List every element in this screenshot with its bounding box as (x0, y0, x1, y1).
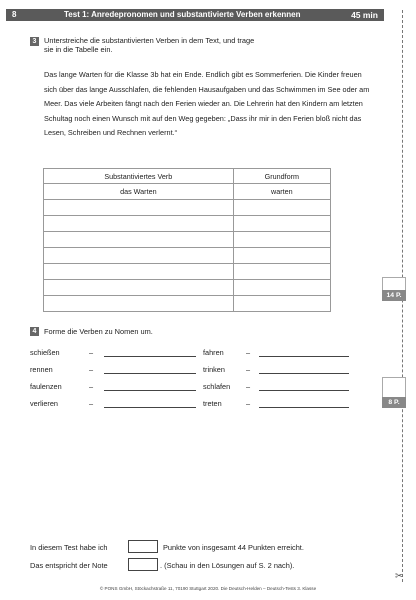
table-cell: das Warten (44, 184, 234, 200)
table-cell[interactable] (233, 200, 330, 216)
table-row (44, 184, 331, 200)
task-3-points: 14 P. (382, 290, 406, 301)
task-4-number: 4 (30, 327, 39, 336)
task-4-instruction: Forme die Verben zu Nomen um. (44, 327, 153, 336)
table-cell[interactable] (233, 264, 330, 280)
verb-left: schießen (30, 348, 60, 357)
verb-left: rennen (30, 365, 53, 374)
dash: – (89, 382, 94, 391)
verb-right: schlafen (203, 382, 231, 391)
table-row (44, 264, 331, 280)
table-cell[interactable] (233, 280, 330, 296)
verb-right: fahren (203, 348, 224, 357)
answer-line[interactable] (104, 407, 196, 408)
dash: – (89, 348, 94, 357)
answer-line[interactable] (104, 356, 196, 357)
points-input-box[interactable] (128, 540, 158, 553)
table-cell[interactable] (44, 216, 234, 232)
header-bar (6, 9, 384, 21)
table-cell[interactable] (44, 200, 234, 216)
answer-line[interactable] (259, 356, 349, 357)
grade-input-box[interactable] (128, 558, 158, 571)
task-4-points-box[interactable] (382, 377, 406, 397)
table-header-row (44, 169, 331, 184)
answer-line[interactable] (259, 390, 349, 391)
answer-line[interactable] (259, 373, 349, 374)
table-cell[interactable] (44, 296, 234, 312)
table-row (44, 216, 331, 232)
table-row (44, 248, 331, 264)
dash: – (246, 365, 251, 374)
summary-line1-before: In diesem Test habe ich (30, 543, 108, 552)
dash: – (246, 348, 251, 357)
page-number: 8 (12, 10, 17, 19)
verb-right: trinken (203, 365, 225, 374)
dash: – (89, 365, 94, 374)
footer-copyright: © PONS GmbH, Stöckachstraße 11, 70190 Stuttgart 2020. Die Deutsch-Helden – Deutsch-Tests 3. Klasse (99, 586, 317, 591)
table-cell[interactable] (233, 296, 330, 312)
scissors-icon: ✂ (395, 571, 404, 582)
time-label: 45 min (351, 10, 378, 20)
dash: – (246, 382, 251, 391)
column-header-base-form: Grundform (233, 169, 330, 184)
summary-line2-after: . (Schau in den Lösungen auf S. 2 nach). (160, 561, 295, 570)
table-cell[interactable] (233, 216, 330, 232)
summary-line2-before: Das entspricht der Note (30, 561, 108, 570)
table-cell[interactable] (44, 280, 234, 296)
verb-left: verlieren (30, 399, 58, 408)
summary-line1-after: Punkte von insgesamt 44 Punkten erreicht. (163, 543, 304, 552)
table-row (44, 232, 331, 248)
answer-line[interactable] (259, 407, 349, 408)
answer-line[interactable] (104, 373, 196, 374)
answer-line[interactable] (104, 390, 196, 391)
table-cell[interactable] (44, 232, 234, 248)
table-cell[interactable] (44, 264, 234, 280)
test-title: Test 1: Anredepronomen und substantivierte Verben erkennen (64, 10, 301, 19)
task-4-points: 8 P. (382, 397, 406, 408)
table-cell[interactable] (44, 248, 234, 264)
table-row (44, 200, 331, 216)
table-cell[interactable] (233, 232, 330, 248)
task-3-instruction-line2: sie in die Tabelle ein. (44, 45, 113, 54)
column-header-substantive: Substantiviertes Verb (44, 169, 234, 184)
dash: – (246, 399, 251, 408)
verb-right: treten (203, 399, 222, 408)
verb-table (43, 168, 331, 312)
dash: – (89, 399, 94, 408)
table-row (44, 280, 331, 296)
verb-left: faulenzen (30, 382, 62, 391)
task-3-number: 3 (30, 37, 39, 46)
task-3-text: Das lange Warten für die Klasse 3b hat ein Ende. Endlich gibt es Sommerferien. Die Kinder freuen sich über das lange Ausschlafen, die fehlenden Hausaufgaben und das Schwimmen im See oder am Meer. Das viele Arbeiten fängt nach den Ferien wieder an. Die Lehrerin hat den Kindern am letzten Schultag noch einen Wunsch mit auf den Weg gegeben: „Dass ihr mir in den Ferien bloß nicht das Lesen, Schreiben und Rechnen verlernt.“ (44, 70, 370, 138)
table-cell: warten (233, 184, 330, 200)
table-cell[interactable] (233, 248, 330, 264)
task-3-instruction-line1: Unterstreiche die substantivierten Verben in dem Text, und trage (44, 36, 255, 45)
table-row (44, 296, 331, 312)
